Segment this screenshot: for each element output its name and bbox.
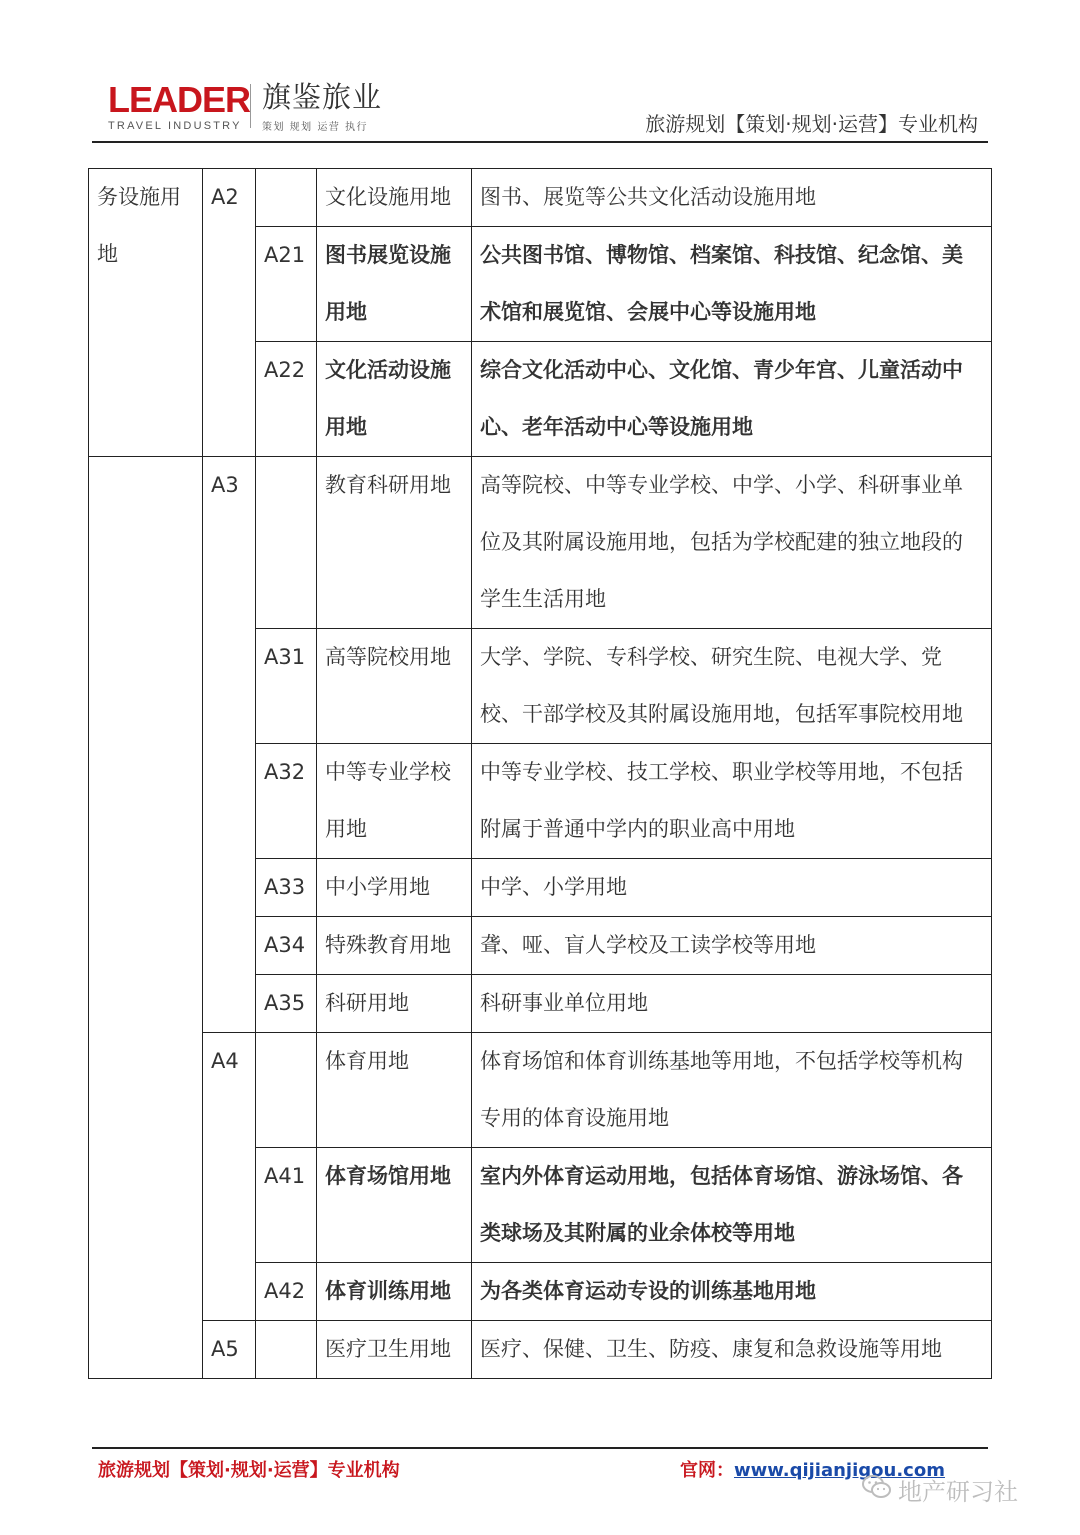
brand-name-cn: 旗鉴旅业 [262, 80, 383, 114]
description-cell: 科研事业单位用地 [472, 975, 992, 1033]
subcode-cell: A32 [256, 744, 317, 859]
footer-tagline: 旅游规划【策划·规划·运营】专业机构 [98, 1460, 400, 1481]
description-cell: 中等专业学校、技工学校、职业学校等用地，不包括附属于普通中学内的职业高中用地 [472, 744, 992, 859]
name-cell: 体育用地 [317, 1033, 472, 1148]
brand-logo-cn [262, 80, 382, 133]
description-cell: 医疗、保健、卫生、防疫、康复和急救设施等用地 [472, 1321, 992, 1379]
subcode-cell: A22 [256, 342, 317, 457]
logo-divider [250, 84, 251, 128]
code-cell: A3 [203, 457, 256, 1033]
name-cell: 体育训练用地 [317, 1263, 472, 1321]
name-cell: 教育科研用地 [317, 457, 472, 629]
subcode-cell: A42 [256, 1263, 317, 1321]
name-cell: 体育场馆用地 [317, 1148, 472, 1263]
description-cell: 高等院校、中等专业学校、中学、小学、科研事业单位及其附属设施用地，包括为学校配建的独立地段的学生生活用地 [472, 457, 992, 629]
subcode-cell: A33 [256, 859, 317, 917]
subcode-cell: A34 [256, 917, 317, 975]
subcode-cell: A31 [256, 629, 317, 744]
name-cell: 中小学用地 [317, 859, 472, 917]
land-use-table [88, 168, 992, 1379]
code-cell: A5 [203, 1321, 256, 1379]
name-cell: 医疗卫生用地 [317, 1321, 472, 1379]
brand-name-en: LEADER [108, 79, 251, 120]
description-cell: 为各类体育运动专设的训练基地用地 [472, 1263, 992, 1321]
description-cell: 公共图书馆、博物馆、档案馆、科技馆、纪念馆、美术馆和展览馆、会展中心等设施用地 [472, 227, 992, 342]
subcode-cell: A21 [256, 227, 317, 342]
brand-logo-en [108, 79, 251, 132]
name-cell: 科研用地 [317, 975, 472, 1033]
table-row [89, 1033, 992, 1148]
header-tagline: 旅游规划【策划·规划·运营】专业机构 [645, 112, 978, 136]
footer-site-label: 官网： [680, 1460, 734, 1481]
code-cell: A4 [203, 1033, 256, 1321]
subcode-cell: A41 [256, 1148, 317, 1263]
description-cell: 大学、学院、专科学校、研究生院、电视大学、党校、干部学校及其附属设施用地，包括军事院校用地 [472, 629, 992, 744]
description-cell: 聋、哑、盲人学校及工读学校等用地 [472, 917, 992, 975]
subcode-cell [256, 1033, 317, 1148]
description-cell: 体育场馆和体育训练基地等用地，不包括学校等机构专用的体育设施用地 [472, 1033, 992, 1148]
name-cell: 文化活动设施用地 [317, 342, 472, 457]
description-cell: 中学、小学用地 [472, 859, 992, 917]
name-cell: 特殊教育用地 [317, 917, 472, 975]
table-row [89, 1321, 992, 1379]
name-cell: 图书展览设施用地 [317, 227, 472, 342]
brand-subtitle-cn: 策划 规划 运营 执行 [262, 122, 369, 133]
name-cell: 文化设施用地 [317, 169, 472, 227]
watermark-text: 地产研习社 [898, 1478, 1018, 1506]
code-cell: A2 [203, 169, 256, 457]
description-cell: 综合文化活动中心、文化馆、青少年宫、儿童活动中心、老年活动中心等设施用地 [472, 342, 992, 457]
table-row [89, 457, 992, 629]
footer-divider [92, 1447, 988, 1449]
description-cell: 室内外体育运动用地，包括体育场馆、游泳场馆、各类球场及其附属的业余体校等用地 [472, 1148, 992, 1263]
subcode-cell: A35 [256, 975, 317, 1033]
table-row [89, 169, 992, 227]
brand-subtitle-en: TRAVEL INDUSTRY [108, 120, 242, 132]
category-cell: 务设施用地 [89, 169, 203, 457]
footer-site-link[interactable]: www.qijianjigou.com [734, 1460, 945, 1481]
subcode-cell [256, 457, 317, 629]
description-cell: 图书、展览等公共文化活动设施用地 [472, 169, 992, 227]
watermark [862, 1472, 1018, 1507]
name-cell: 中等专业学校用地 [317, 744, 472, 859]
subcode-cell [256, 169, 317, 227]
name-cell: 高等院校用地 [317, 629, 472, 744]
category-cell [89, 457, 203, 1379]
subcode-cell [256, 1321, 317, 1379]
wechat-icon [862, 1474, 892, 1506]
header-divider [92, 141, 988, 143]
